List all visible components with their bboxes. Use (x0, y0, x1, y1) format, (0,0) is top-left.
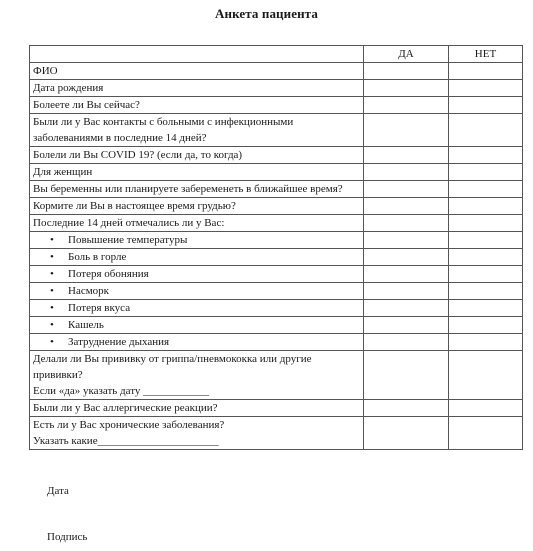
table-row (30, 114, 523, 147)
no-answer-cell[interactable] (449, 417, 523, 450)
no-answer-cell[interactable] (449, 147, 523, 164)
table-row (30, 300, 523, 317)
table-row (30, 334, 523, 351)
bullet-icon: • (50, 285, 54, 297)
table-row (30, 198, 523, 215)
question-cell (30, 351, 364, 400)
bullet-icon: • (50, 336, 54, 348)
table-header-row (30, 46, 523, 63)
no-answer-cell[interactable] (449, 266, 523, 283)
no-answer-cell[interactable] (449, 198, 523, 215)
question-cell (30, 266, 364, 283)
question-text: Повышение температуры (68, 234, 188, 246)
no-answer-cell[interactable] (449, 400, 523, 417)
yes-answer-cell[interactable] (364, 232, 449, 249)
yes-answer-cell[interactable] (364, 198, 449, 215)
table-row (30, 215, 523, 232)
question-cell (30, 164, 364, 181)
no-column-header: НЕТ (449, 46, 523, 63)
table-row (30, 63, 523, 80)
no-answer-cell[interactable] (449, 249, 523, 266)
question-cell (30, 417, 364, 450)
bullet-icon: • (50, 268, 54, 280)
yes-answer-cell[interactable] (364, 181, 449, 198)
yes-answer-cell[interactable] (364, 266, 449, 283)
question-cell (30, 97, 364, 114)
bullet-icon: • (50, 234, 54, 246)
no-answer-cell[interactable] (449, 97, 523, 114)
bullet-icon: • (50, 302, 54, 314)
table-row (30, 351, 523, 400)
question-cell (30, 283, 364, 300)
no-answer-cell[interactable] (449, 164, 523, 181)
table-row (30, 400, 523, 417)
question-cell (30, 198, 364, 215)
yes-answer-cell[interactable] (364, 63, 449, 80)
question-text: Для женщин (33, 166, 93, 178)
yes-answer-cell[interactable] (364, 334, 449, 351)
question-cell (30, 300, 364, 317)
table-row (30, 147, 523, 164)
question-text: Затруднение дыхания (68, 336, 170, 348)
form-title: Анкета пациента (215, 6, 318, 21)
no-answer-cell[interactable] (449, 181, 523, 198)
question-cell (30, 181, 364, 198)
yes-answer-cell[interactable] (364, 417, 449, 450)
question-cell (30, 147, 364, 164)
question-text: Дата рождения (33, 82, 104, 94)
no-answer-cell[interactable] (449, 317, 523, 334)
table-row (30, 80, 523, 97)
question-cell (30, 215, 364, 232)
yes-answer-cell[interactable] (364, 97, 449, 114)
bullet-icon: • (50, 319, 54, 331)
question-text: Болеете ли Вы сейчас? (33, 99, 140, 111)
table-row (30, 164, 523, 181)
question-text: Кашель (68, 319, 104, 331)
question-cell (30, 249, 364, 266)
bullet-icon: • (50, 251, 54, 263)
question-cell (30, 80, 364, 97)
no-answer-cell[interactable] (449, 283, 523, 300)
question-text: Болели ли Вы COVID 19? (если да, то когда) (33, 149, 243, 161)
table-row (30, 266, 523, 283)
question-text: ФИО (33, 65, 58, 77)
table-row (30, 249, 523, 266)
question-text: Были ли у Вас аллергические реакции? (33, 402, 218, 414)
no-answer-cell[interactable] (449, 63, 523, 80)
yes-answer-cell[interactable] (364, 283, 449, 300)
yes-answer-cell[interactable] (364, 400, 449, 417)
question-cell (30, 317, 364, 334)
date-label: Дата (47, 485, 69, 497)
yes-answer-cell[interactable] (364, 300, 449, 317)
no-answer-cell[interactable] (449, 114, 523, 147)
no-answer-cell[interactable] (449, 300, 523, 317)
table-row (30, 97, 523, 114)
table-row (30, 232, 523, 249)
question-column-header (30, 46, 364, 63)
question-cell (30, 114, 364, 147)
question-text: Потеря обоняния (68, 268, 149, 280)
question-text: Последние 14 дней отмечались ли у Вас: (33, 217, 225, 229)
yes-column-header: ДА (364, 46, 449, 63)
question-text: Делали ли Вы прививку от гриппа/пневмококка или другие прививки? (33, 353, 312, 381)
question-subtext: Если «да» указать дату ____________ (33, 385, 210, 397)
question-text: Насморк (68, 285, 110, 297)
table-row (30, 317, 523, 334)
table-row (30, 181, 523, 198)
yes-answer-cell[interactable] (364, 215, 449, 232)
question-text: Боль в горле (68, 251, 127, 263)
no-answer-cell[interactable] (449, 232, 523, 249)
yes-answer-cell[interactable] (364, 114, 449, 147)
yes-answer-cell[interactable] (364, 351, 449, 400)
no-answer-cell[interactable] (449, 334, 523, 351)
question-text: Есть ли у Вас хронические заболевания? (33, 419, 225, 431)
table-row (30, 283, 523, 300)
question-subtext: Указать какие______________________ (33, 435, 219, 447)
question-text: Были ли у Вас контакты с больными с инфекционными заболеваниями в последние 14 дней? (33, 116, 294, 144)
no-answer-cell[interactable] (449, 80, 523, 97)
table-row (30, 417, 523, 450)
question-cell (30, 232, 364, 249)
question-text: Кормите ли Вы в настоящее время грудью? (33, 200, 236, 212)
yes-answer-cell[interactable] (364, 164, 449, 181)
questionnaire-table (29, 45, 523, 450)
yes-answer-cell[interactable] (364, 147, 449, 164)
yes-answer-cell[interactable] (364, 80, 449, 97)
no-answer-cell[interactable] (449, 215, 523, 232)
signature-label: Подпись (47, 531, 88, 543)
question-text: Потеря вкуса (68, 302, 131, 314)
question-cell (30, 400, 364, 417)
question-cell (30, 63, 364, 80)
question-cell (30, 334, 364, 351)
question-text: Вы беременны или планируете забеременеть в ближайшее время? (33, 183, 343, 195)
yes-answer-cell[interactable] (364, 317, 449, 334)
no-answer-cell[interactable] (449, 351, 523, 400)
yes-answer-cell[interactable] (364, 249, 449, 266)
